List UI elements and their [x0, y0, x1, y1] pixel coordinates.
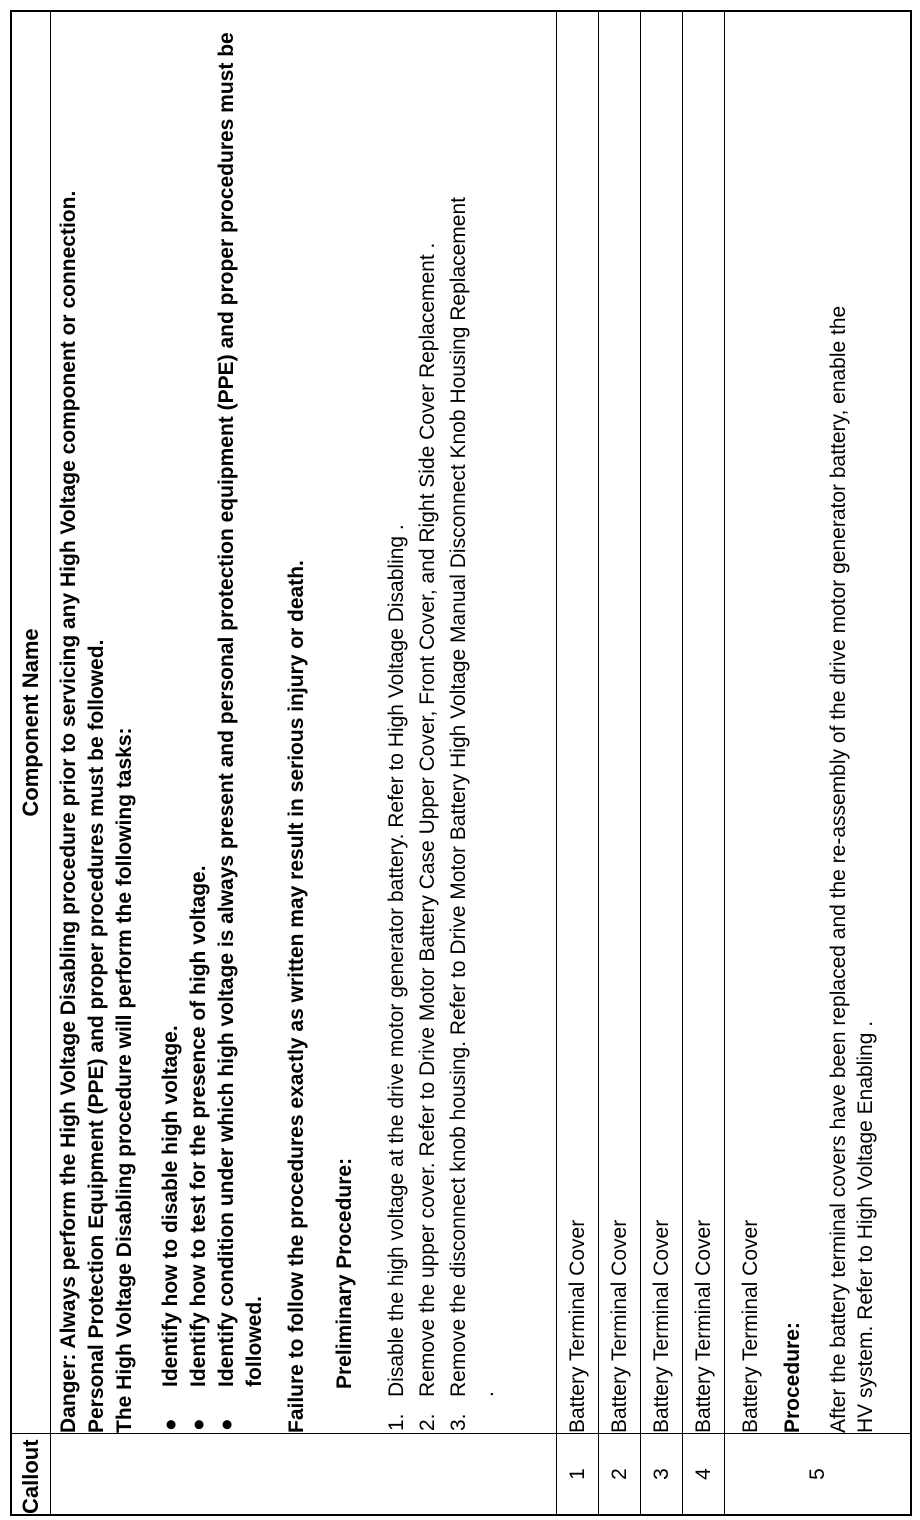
step-number: 3. [447, 1413, 470, 1431]
table-row [641, 11, 683, 1515]
step-text: Disable the high voltage at the drive motor generator battery. Refer to High Voltage Disabling . [385, 524, 408, 1397]
step-item [412, 12, 443, 1433]
step-number: 1. [385, 1413, 408, 1431]
bullet-icon: ● [159, 1418, 182, 1431]
component-name: Battery Terminal Cover [739, 1219, 763, 1433]
component-name: Battery Terminal Cover [557, 11, 599, 1434]
callout-column-header: Callout [11, 1434, 51, 1516]
step-number: 2. [416, 1413, 439, 1431]
callout-number: 2 [599, 1434, 641, 1516]
step-item [381, 12, 412, 1433]
preliminary-steps [381, 12, 474, 1433]
procedure-line-1: After the battery terminal covers have been replaced and the re-assembly of the drive motor generator battery, enable the [827, 305, 851, 1433]
step-item [443, 12, 474, 1433]
danger-notice [51, 12, 139, 1433]
table-row [599, 11, 641, 1515]
bullet-icon: ● [187, 1418, 210, 1431]
task-item [213, 12, 269, 1433]
preliminary-procedure-title: Preliminary Procedure: [333, 1157, 356, 1389]
procedure-text [825, 12, 879, 1433]
component-name-column-header: Component Name [11, 11, 51, 1434]
intro-row [51, 11, 557, 1515]
danger-line-3: The High Voltage Disabling procedure will perform the following tasks: [113, 727, 136, 1433]
procedure-line-2: HV system. Refer to High Voltage Enabling . [854, 1020, 878, 1433]
failure-warning: Failure to follow the procedures exactly as written may result in serious injury or death. [285, 560, 308, 1433]
callout-number: 1 [557, 1434, 599, 1516]
bullet-icon: ● [215, 1418, 238, 1431]
intro-callout-cell [51, 1434, 557, 1516]
step-trailing-period: . [475, 1391, 498, 1397]
component-name: Battery Terminal Cover [683, 11, 725, 1434]
task-list [157, 12, 269, 1433]
table-row [725, 11, 911, 1515]
task-item [157, 12, 185, 1433]
callout-number: 4 [683, 1434, 725, 1516]
procedure-title: Procedure: [781, 1322, 805, 1433]
table-header-row [11, 11, 51, 1515]
table-row [683, 11, 725, 1515]
step-text: Remove the disconnect knob housing. Refer to Drive Motor Battery High Voltage Manual Disconnect Knob Housing Replacement [447, 197, 470, 1397]
component-name-cell [725, 11, 911, 1434]
callout-number: 5 [725, 1434, 911, 1516]
danger-line-2: Personal Protection Equipment (PPE) and proper procedures must be followed. [85, 639, 108, 1433]
danger-line-1: Danger: Always perform the High Voltage Disabling procedure prior to servicing any High Voltage component or connection. [57, 190, 80, 1433]
component-table [10, 10, 912, 1516]
step-text: Remove the upper cover. Refer to Drive Motor Battery Case Upper Cover, Front Cover, and Right Side Cover Replacement . [416, 242, 439, 1397]
intro-content-cell [51, 11, 557, 1434]
task-text: Identify how to test for the presence of high voltage. [187, 865, 210, 1387]
task-text: Identify condition under which high voltage is always present and personal protection equipment (PPE) and proper procedures must be followed. [215, 32, 266, 1387]
component-name: Battery Terminal Cover [599, 11, 641, 1434]
component-name: Battery Terminal Cover [641, 11, 683, 1434]
callout-number: 3 [641, 1434, 683, 1516]
task-item [185, 12, 213, 1433]
table-row [557, 11, 599, 1515]
task-text: Identify how to disable high voltage. [159, 1025, 182, 1387]
